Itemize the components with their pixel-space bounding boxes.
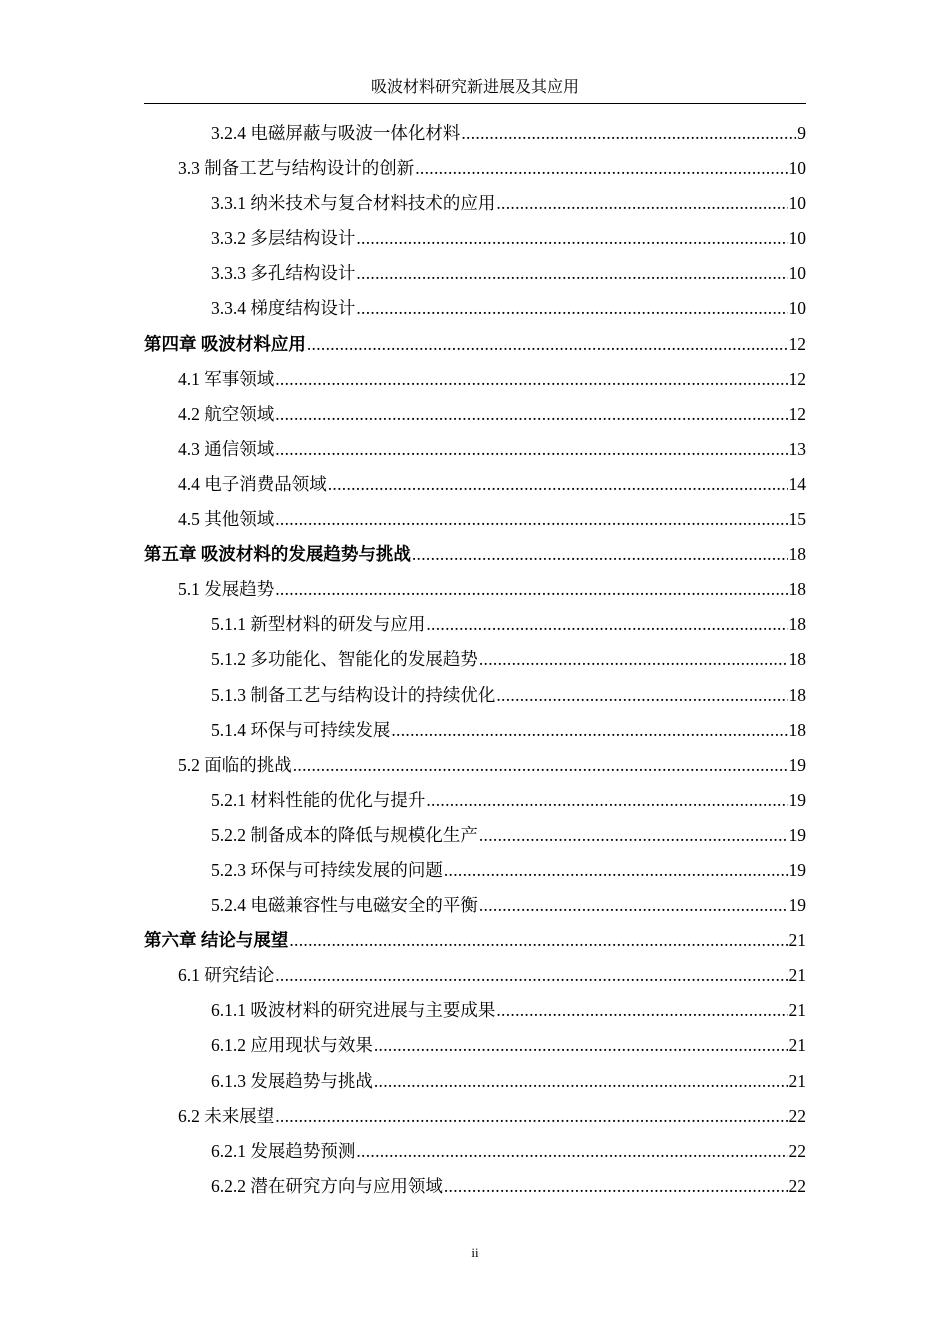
toc-entry-page: 21 (788, 1070, 806, 1091)
toc-entry-title: 5.1 发展趋势 (178, 579, 275, 600)
toc-entry-title: 6.2 未来展望 (178, 1105, 275, 1126)
toc-entry-page: 13 (788, 438, 806, 459)
toc-entry-page: 18 (788, 579, 806, 600)
toc-entry-title: 5.2.2 制备成本的降低与规模化生产 (211, 824, 478, 845)
toc-entry-page: 10 (788, 158, 806, 179)
toc-dot-leader (496, 678, 787, 713)
toc-dot-leader (496, 186, 787, 221)
toc-entry-page: 22 (788, 1175, 806, 1196)
toc-chapter-entry[interactable] (144, 537, 806, 572)
toc-entry-page: 12 (788, 368, 806, 389)
toc-entry-title: 3.3.1 纳米技术与复合材料技术的应用 (211, 193, 496, 214)
toc-entry[interactable] (144, 642, 806, 677)
toc-entry[interactable] (144, 958, 806, 993)
toc-entry-title: 6.1.1 吸波材料的研究进展与主要成果 (211, 1000, 496, 1021)
toc-entry-page: 10 (788, 298, 806, 319)
toc-entry-title: 3.3 制备工艺与结构设计的创新 (178, 158, 415, 179)
toc-entry[interactable] (144, 1028, 806, 1063)
toc-entry-page: 18 (788, 684, 806, 705)
toc-entry-page: 12 (788, 333, 806, 354)
toc-entry[interactable] (144, 853, 806, 888)
toc-entry-title: 6.1 研究结论 (178, 965, 275, 986)
toc-entry-page: 10 (788, 228, 806, 249)
toc-entry[interactable] (144, 748, 806, 783)
toc-entry[interactable] (144, 362, 806, 397)
toc-entry-page: 21 (788, 1000, 806, 1021)
toc-entry-page: 18 (788, 544, 806, 565)
toc-dot-leader (461, 116, 796, 151)
toc-dot-leader (479, 818, 788, 853)
toc-entry-title: 第五章 吸波材料的发展趋势与挑战 (144, 544, 411, 565)
toc-entry-page: 19 (788, 789, 806, 810)
toc-dot-leader (275, 362, 787, 397)
toc-entry-title: 4.5 其他领域 (178, 509, 275, 530)
toc-entry-title: 3.3.4 梯度结构设计 (211, 298, 356, 319)
toc-entry-title: 第六章 结论与展望 (144, 930, 289, 951)
toc-entry[interactable] (144, 186, 806, 221)
toc-chapter-entry[interactable] (144, 327, 806, 362)
toc-entry[interactable] (144, 432, 806, 467)
toc-entry[interactable] (144, 1064, 806, 1099)
toc-entry-title: 3.2.4 电磁屏蔽与吸波一体化材料 (211, 123, 461, 143)
toc-entry-title: 5.2.4 电磁兼容性与电磁安全的平衡 (211, 895, 478, 916)
toc-entry-title: 5.1.3 制备工艺与结构设计的持续优化 (211, 684, 496, 705)
page-number: ii (471, 1245, 479, 1260)
toc-dot-leader (412, 537, 788, 572)
toc-dot-leader (275, 572, 787, 607)
toc-entry-title: 5.2.1 材料性能的优化与提升 (211, 789, 426, 810)
toc-entry-title: 第四章 吸波材料应用 (144, 333, 306, 354)
toc-entry-title: 5.1.4 环保与可持续发展 (211, 719, 391, 740)
toc-entry-page: 9 (797, 123, 806, 143)
toc-entry-title: 5.2.3 环保与可持续发展的问题 (211, 859, 443, 880)
toc-entry[interactable] (144, 1169, 806, 1204)
toc-dot-leader (275, 1099, 787, 1134)
toc-entry[interactable] (144, 713, 806, 748)
toc-dot-leader (415, 151, 787, 186)
toc-entry-title: 4.3 通信领域 (178, 438, 275, 459)
toc-dot-leader (356, 221, 787, 256)
toc-entry-page: 10 (788, 263, 806, 284)
toc-dot-leader (289, 923, 787, 958)
toc-entry-title: 5.1.1 新型材料的研发与应用 (211, 614, 426, 635)
toc-entry[interactable] (144, 888, 806, 923)
toc-entry[interactable] (144, 151, 806, 186)
toc-entry[interactable] (144, 678, 806, 713)
toc-entry[interactable] (144, 1134, 806, 1169)
toc-dot-leader (496, 993, 787, 1028)
toc-entry-page: 18 (788, 614, 806, 635)
toc-entry-page: 21 (788, 1035, 806, 1056)
toc-entry[interactable] (144, 818, 806, 853)
toc-entry-title: 5.1.2 多功能化、智能化的发展趋势 (211, 649, 478, 670)
toc-entry[interactable] (144, 221, 806, 256)
toc-entry-page: 22 (788, 1105, 806, 1126)
toc-dot-leader (275, 958, 787, 993)
toc-entry[interactable] (144, 467, 806, 502)
toc-dot-leader (479, 642, 788, 677)
toc-entry-page: 19 (788, 859, 806, 880)
toc-entry-page: 10 (788, 193, 806, 214)
header-rule (144, 103, 806, 104)
toc-entry[interactable] (144, 993, 806, 1028)
toc-dot-leader (307, 327, 788, 362)
toc-dot-leader (479, 888, 788, 923)
toc-entry-page: 14 (788, 473, 806, 494)
toc-entry-title: 6.2.2 潜在研究方向与应用领域 (211, 1175, 443, 1196)
toc-dot-leader (444, 853, 788, 888)
toc-dot-leader (328, 467, 788, 502)
toc-entry-title: 6.1.2 应用现状与效果 (211, 1035, 373, 1056)
toc-entry-title: 4.2 航空领域 (178, 403, 275, 424)
toc-entry[interactable] (144, 397, 806, 432)
toc-entry-page: 22 (788, 1140, 806, 1161)
toc-entry-page: 18 (788, 649, 806, 670)
toc-dot-leader (275, 397, 787, 432)
toc-entry[interactable] (144, 116, 806, 151)
toc-entry-title: 4.4 电子消费品领域 (178, 473, 327, 494)
toc-entry[interactable] (144, 1099, 806, 1134)
toc-entry[interactable] (144, 572, 806, 607)
toc-entry[interactable] (144, 783, 806, 818)
toc-dot-leader (426, 607, 787, 642)
toc-entry-page: 18 (788, 719, 806, 740)
running-header: 吸波材料研究新进展及其应用 (370, 79, 579, 96)
toc-entry-title: 5.2 面临的挑战 (178, 754, 292, 775)
toc-entry-title: 3.3.2 多层结构设计 (211, 228, 356, 249)
toc-dot-leader (275, 432, 787, 467)
toc-entry-page: 19 (788, 895, 806, 916)
toc-dot-leader (356, 291, 787, 326)
toc-entry-page: 21 (788, 930, 806, 951)
toc-entry-title: 3.3.3 多孔结构设计 (211, 263, 356, 284)
table-of-contents (144, 116, 806, 1204)
toc-entry-page: 19 (788, 824, 806, 845)
toc-dot-leader (374, 1064, 788, 1099)
toc-entry-title: 6.2.1 发展趋势预测 (211, 1140, 356, 1161)
toc-entry[interactable] (144, 502, 806, 537)
toc-entry-title: 4.1 军事领域 (178, 368, 275, 389)
toc-entry[interactable] (144, 256, 806, 291)
toc-dot-leader (356, 256, 787, 291)
toc-dot-leader (444, 1169, 788, 1204)
toc-dot-leader (293, 748, 788, 783)
toc-entry-page: 21 (788, 965, 806, 986)
toc-chapter-entry[interactable] (144, 923, 806, 958)
toc-dot-leader (275, 502, 787, 537)
toc-dot-leader (426, 783, 787, 818)
toc-dot-leader (374, 1028, 788, 1063)
toc-entry[interactable] (144, 291, 806, 326)
toc-entry-page: 19 (788, 754, 806, 775)
toc-dot-leader (356, 1134, 787, 1169)
toc-entry-page: 12 (788, 403, 806, 424)
toc-entry-page: 15 (788, 509, 806, 530)
toc-entry[interactable] (144, 607, 806, 642)
toc-dot-leader (391, 713, 787, 748)
toc-entry-title: 6.1.3 发展趋势与挑战 (211, 1070, 373, 1091)
